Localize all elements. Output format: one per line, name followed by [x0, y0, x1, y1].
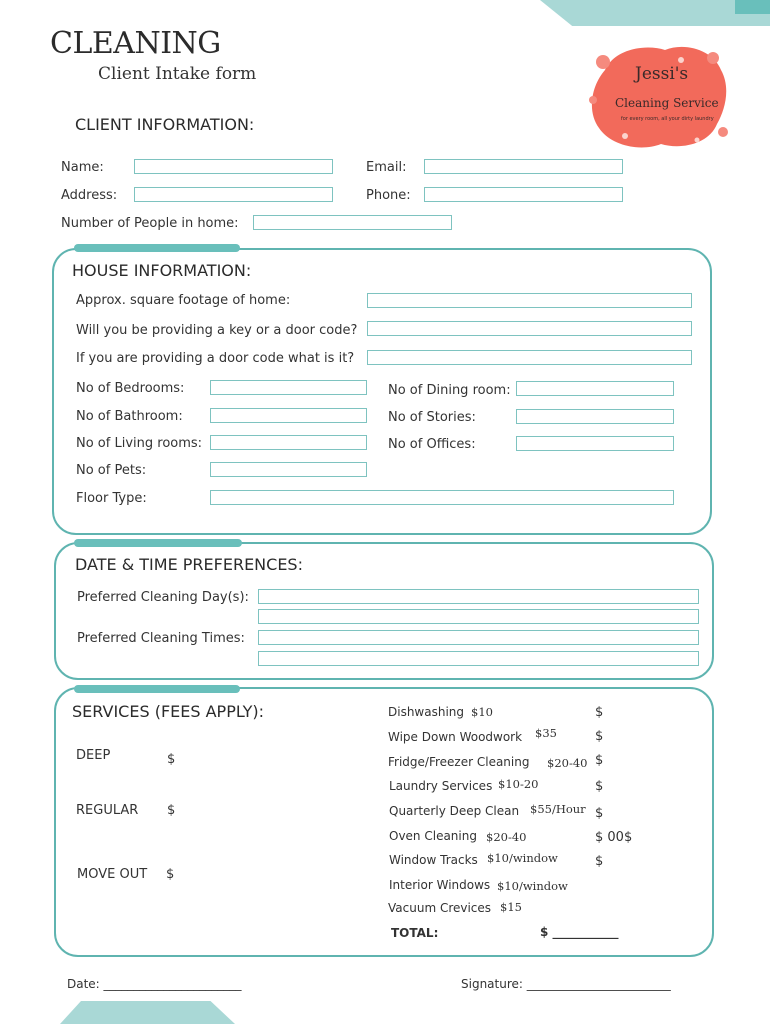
service-item-name: Quarterly Deep Clean [389, 804, 520, 818]
move-out-amount[interactable]: $ [166, 867, 175, 882]
dining-room-field[interactable] [516, 381, 674, 396]
address-label: Address: [61, 188, 118, 203]
key-label: Will you be providing a key or a door code? [76, 323, 358, 338]
service-item-price: $10-20 [498, 777, 539, 791]
door-code-field[interactable] [367, 350, 692, 365]
total-label: TOTAL: [391, 926, 439, 940]
bathroom-label: No of Bathroom: [76, 409, 183, 424]
form-title: CLEANING [50, 26, 221, 61]
service-item-price: $10 [471, 705, 493, 719]
people-label: Number of People in home: [61, 216, 239, 231]
service-item-amount[interactable]: $ [595, 854, 604, 869]
service-item-price: $15 [500, 900, 522, 914]
total-value[interactable]: $ ___________ [540, 925, 619, 939]
logo-service: Cleaning Service [615, 96, 719, 110]
deep-label: DEEP [76, 748, 111, 763]
name-label: Name: [61, 160, 104, 175]
pets-label: No of Pets: [76, 463, 147, 478]
name-field[interactable] [134, 159, 333, 174]
service-item-price: $20-40 [547, 756, 588, 770]
phone-field[interactable] [424, 187, 623, 202]
email-field[interactable] [424, 159, 623, 174]
key-field[interactable] [367, 321, 692, 336]
service-item-price: $10/window [487, 851, 558, 865]
service-item-name: Laundry Services [389, 779, 493, 793]
preferred-days-label: Preferred Cleaning Day(s): [77, 590, 249, 605]
offices-label: No of Offices: [388, 437, 476, 452]
sqft-label: Approx. square footage of home: [76, 293, 291, 308]
service-item-price: $35 [535, 726, 557, 740]
logo-name: Jessi's [635, 64, 689, 84]
phone-label: Phone: [366, 188, 411, 203]
date-time-heading: DATE & TIME PREFERENCES: [75, 555, 303, 574]
service-item-amount[interactable]: $ [595, 753, 604, 768]
services-heading: SERVICES (FEES APPLY): [72, 702, 265, 721]
date-time-tab [74, 539, 242, 547]
logo-tagline: for every room, all your dirty laundry [621, 116, 714, 122]
services-tab [74, 685, 240, 693]
preferred-days-field-1[interactable] [258, 589, 699, 604]
regular-label: REGULAR [76, 803, 139, 818]
service-item-amount[interactable]: $ [595, 729, 604, 744]
preferred-times-field-2[interactable] [258, 651, 699, 666]
preferred-times-field-1[interactable] [258, 630, 699, 645]
date-line[interactable]: Date: _______________________ [67, 977, 242, 991]
service-item-amount[interactable]: $ [595, 705, 604, 720]
services-panel [54, 687, 714, 957]
service-item-price: $55/Hour [530, 802, 586, 816]
living-rooms-field[interactable] [210, 435, 367, 450]
living-rooms-label: No of Living rooms: [76, 436, 203, 451]
bathroom-field[interactable] [210, 408, 367, 423]
preferred-days-field-2[interactable] [258, 609, 699, 624]
service-item-name: Oven Cleaning [389, 829, 477, 843]
preferred-times-label: Preferred Cleaning Times: [77, 631, 245, 646]
house-info-heading: HOUSE INFORMATION: [72, 261, 252, 280]
service-item-name: Vacuum Crevices [388, 901, 492, 915]
bottom-left-corner-band [60, 1001, 235, 1024]
service-item-amount[interactable]: $ 00$ [595, 830, 633, 845]
form-subtitle: Client Intake form [98, 64, 257, 84]
sqft-field[interactable] [367, 293, 692, 308]
floor-type-label: Floor Type: [76, 491, 147, 506]
client-info-heading: CLIENT INFORMATION: [75, 115, 255, 134]
address-field[interactable] [134, 187, 333, 202]
pets-field[interactable] [210, 462, 367, 477]
service-item-price: $10/window [497, 879, 568, 893]
stories-field[interactable] [516, 409, 674, 424]
deep-amount[interactable]: $ [167, 752, 176, 767]
service-item-price: $20-40 [486, 830, 527, 844]
email-label: Email: [366, 160, 407, 175]
service-item-amount[interactable]: $ [595, 779, 604, 794]
service-item-name: Wipe Down Woodwork [388, 730, 523, 744]
signature-line[interactable]: Signature: ________________________ [461, 977, 671, 991]
floor-type-field[interactable] [210, 490, 674, 505]
service-item-name: Window Tracks [389, 853, 478, 867]
top-right-corner-tab [735, 0, 770, 14]
stories-label: No of Stories: [388, 410, 476, 425]
bedrooms-label: No of Bedrooms: [76, 381, 185, 396]
move-out-label: MOVE OUT [77, 867, 148, 882]
service-item-name: Interior Windows [389, 878, 491, 892]
house-info-tab [74, 244, 240, 252]
regular-amount[interactable]: $ [167, 803, 176, 818]
offices-field[interactable] [516, 436, 674, 451]
dining-room-label: No of Dining room: [388, 383, 511, 398]
people-field[interactable] [253, 215, 452, 230]
door-code-label: If you are providing a door code what is it? [76, 351, 355, 366]
service-item-amount[interactable]: $ [595, 806, 604, 821]
company-logo [585, 40, 730, 152]
service-item-name: Fridge/Freezer Cleaning [388, 755, 530, 769]
bedrooms-field[interactable] [210, 380, 367, 395]
service-item-name: Dishwashing [388, 705, 465, 719]
